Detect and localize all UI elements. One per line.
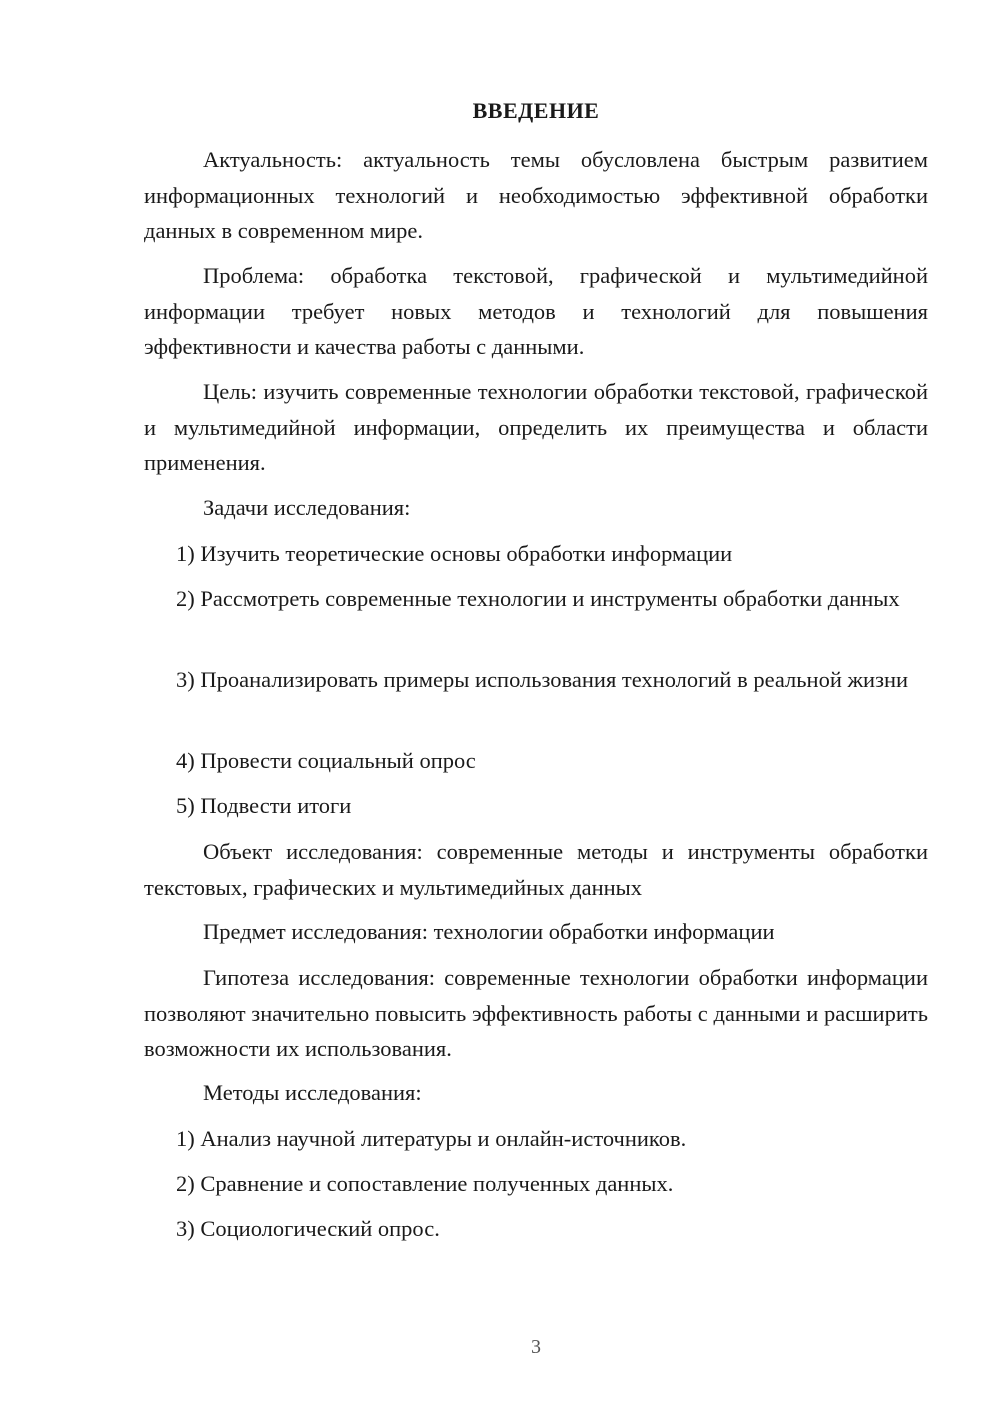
paragraph-hypothesis: Гипотеза исследования: современные технологии обработки информации позволяют значительно повысить эффективность работы с данными и расширить возможности их использования. — [144, 965, 928, 1061]
document-page — [144, 0, 928, 1414]
paragraph-object: Объект исследования: современные методы и инструменты обработки текстовых, графических и мультимедийных данных — [144, 839, 928, 900]
paragraph-tasks-heading: Задачи исследования: — [203, 495, 411, 520]
list-item-task-1: 1) Изучить теоретические основы обработки информации — [176, 541, 733, 566]
paragraph-methods-heading: Методы исследования: — [203, 1080, 422, 1105]
paragraph-subject: Предмет исследования: технологии обработки информации — [203, 919, 775, 944]
list-item-task-4: 4) Провести социальный опрос — [176, 748, 476, 773]
list-item-method-2: 2) Сравнение и сопоставление полученных данных. — [176, 1171, 674, 1196]
list-item-method-3: 3) Социологический опрос. — [176, 1216, 440, 1241]
list-item-task-5: 5) Подвести итоги — [176, 793, 352, 818]
paragraph-goal: Цель: изучить современные технологии обработки текстовой, графической и мультимедийной информации, определить их преимущества и области применения. — [144, 379, 928, 475]
list-item-method-1: 1) Анализ научной литературы и онлайн-источников. — [176, 1126, 687, 1151]
paragraph-relevance: Актуальность: актуальность темы обусловлена быстрым развитием информационных технологий и необходимостью эффективной обработки данных в современном мире. — [144, 147, 928, 243]
page-title: ВВЕДЕНИЕ — [472, 98, 600, 123]
list-item-task-3: 3) Проанализировать примеры использования технологий в реальной жизни — [176, 667, 909, 692]
list-item-task-2: 2) Рассмотреть современные технологии и инструменты обработки данных — [176, 586, 900, 611]
paragraph-problem: Проблема: обработка текстовой, графической и мультимедийной информации требует новых методов и технологий для повышения эффективности и качества работы с данными. — [144, 263, 928, 359]
page-number: 3 — [531, 1336, 541, 1358]
